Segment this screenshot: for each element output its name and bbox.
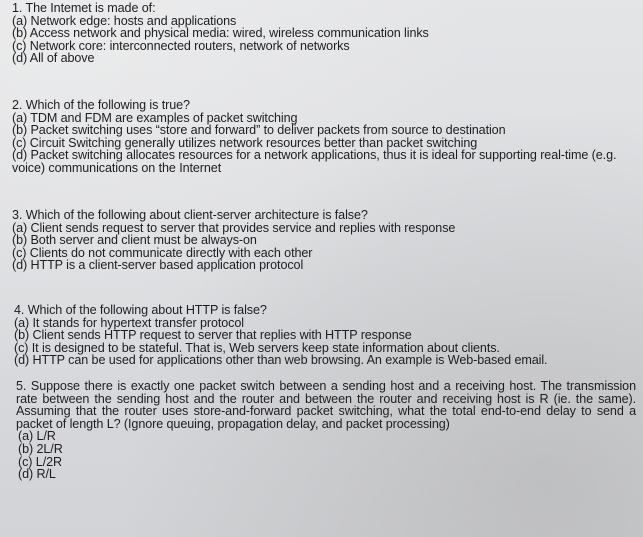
question-4-option-c: (c) It is designed to be stateful. That is, Web servers keep state information about clients. <box>14 340 500 355</box>
question-1-option-b: (b) Access network and physical media: wired, wireless communication links <box>12 26 429 41</box>
question-4 <box>14 304 637 367</box>
question-4-option-d: (d) HTTP can be used for applications other than web browsing. An example is Web-based email. <box>14 353 548 368</box>
question-4-option-b: (b) Client sends HTTP request to server that replies with HTTP response <box>14 328 412 343</box>
question-5-stem: 5. Suppose there is exactly one packet switch between a sending host and a receiving host. The transmission rate between the sending host and the router and between the router and receiving host is R (ie. the same). Assuming that the router uses store-and-forward packet switching, what the total end-to-end delay to send a packet of length L? (Ignore queuing, propagation delay, and packet processing) <box>16 379 636 431</box>
question-1 <box>12 2 637 65</box>
question-4-stem: 4. Which of the following about HTTP is false? <box>14 303 267 317</box>
question-5-option-d: (d) R/L <box>18 467 56 482</box>
question-3 <box>12 209 637 272</box>
question-1-option-a: (a) Network edge: hosts and applications <box>12 13 237 28</box>
question-2-option-c: (c) Circuit Switching generally utilizes network resources better than packet switching <box>12 135 478 150</box>
question-2-option-d: (d) Packet switching allocates resources for a network applications, thus it is ideal for supporting real-time (e.g. voice) communications on the Internet <box>12 148 617 175</box>
question-3-option-c: (c) Clients do not communicate directly with each other <box>12 245 313 260</box>
question-1-option-d: (d) All of above <box>12 51 95 66</box>
question-3-option-d: (d) HTTP is a client-server based application protocol <box>12 258 304 273</box>
question-1-stem: 1. The Intemet is made of: <box>12 1 156 15</box>
question-4-option-a: (a) It stands for hypertext transfer protocol <box>14 315 244 330</box>
question-2-option-b: (b) Packet switching uses “store and forward” to deliver packets from source to destination <box>12 123 506 138</box>
question-2 <box>12 99 637 175</box>
question-5-option-a: (a) L/R <box>18 429 56 444</box>
question-5 <box>16 380 637 481</box>
question-2-option-a: (a) TDM and FDM are examples of packet switching <box>12 110 298 125</box>
question-5-option-c: (c) L/2R <box>18 454 62 469</box>
question-3-option-a: (a) Client sends request to server that provides service and replies with response <box>12 220 456 235</box>
question-3-stem: 3. Which of the following about client-server architecture is false? <box>12 208 368 222</box>
question-2-stem: 2. Which of the following is true? <box>12 98 190 112</box>
question-1-option-c: (c) Network core: interconnected routers, network of networks <box>12 38 350 53</box>
question-3-option-b: (b) Both server and client must be always-on <box>12 233 257 248</box>
question-5-option-b: (b) 2L/R <box>18 441 63 456</box>
